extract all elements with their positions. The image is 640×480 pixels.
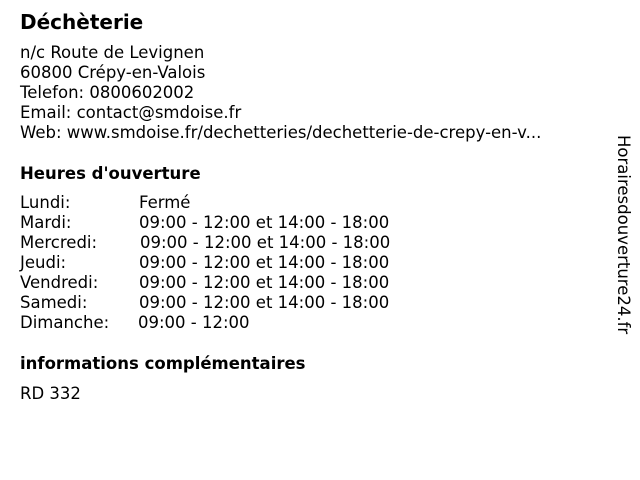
day-label: Mardi:: [20, 213, 72, 232]
side-brand-text: Horairesdouverture24.fr: [614, 135, 633, 335]
web-line: Web: www.smdoise.fr/dechetteries/dechetterie-de-crepy-en-v...: [20, 123, 542, 142]
time-value: 09:00 - 12:00 et 14:00 - 18:00: [139, 273, 390, 292]
time-value: 09:00 - 12:00 et 14:00 - 18:00: [139, 293, 390, 312]
day-label: Samedi:: [20, 293, 88, 312]
email-line: Email: contact@smdoise.fr: [20, 103, 242, 122]
day-label: Mercredi:: [20, 233, 98, 252]
day-label: Jeudi:: [20, 253, 67, 272]
address-street: n/c Route de Levignen: [20, 43, 205, 62]
address-block: [20, 43, 541, 143]
time-value: 09:00 - 12:00 et 14:00 - 18:00: [139, 253, 390, 272]
time-value: 09:00 - 12:00 et 14:00 - 18:00: [140, 233, 391, 252]
time-value: Fermé: [139, 193, 191, 212]
day-label: Vendredi:: [20, 273, 99, 292]
info-heading: informations complémentaires: [20, 354, 306, 373]
day-label: Dimanche:: [20, 313, 110, 332]
day-label: Lundi:: [20, 193, 71, 212]
page-title: Déchèterie: [20, 10, 144, 34]
info-text: RD 332: [20, 384, 81, 403]
time-value: 09:00 - 12:00 et 14:00 - 18:00: [139, 213, 390, 232]
phone-line: Telefon: 0800602002: [20, 83, 195, 102]
address-city: 60800 Crépy-en-Valois: [20, 63, 206, 82]
time-value: 09:00 - 12:00: [138, 313, 250, 332]
hours-heading: Heures d'ouverture: [20, 164, 201, 183]
